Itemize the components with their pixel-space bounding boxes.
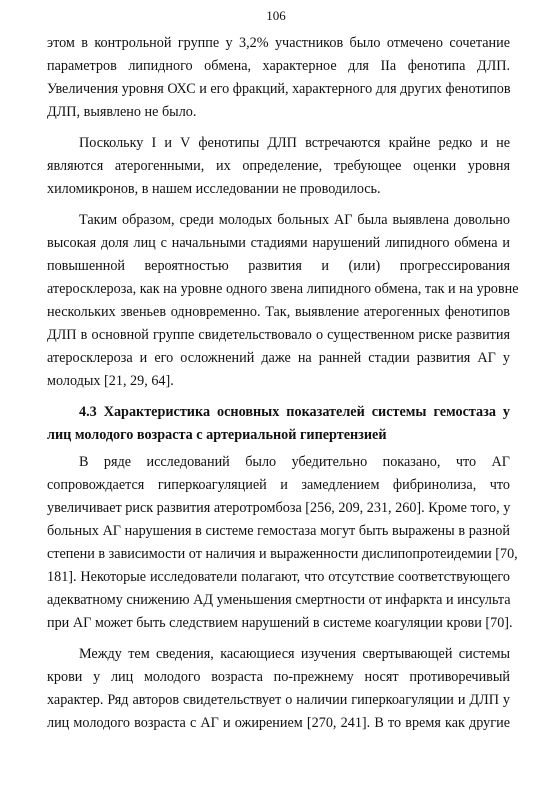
paragraph-4-line-6: 181]. Некоторые исследователи полагают, что отсутствие соответствующего [47, 569, 510, 585]
paragraph-1-line-2: параметров липидного обмена, характерное для IIa фенотипа ДЛП. [47, 58, 510, 74]
paragraph-4-line-4: больных АГ нарушения в системе гемостаза могут быть выражены в разной [47, 523, 510, 539]
paragraph-4-line-2: сопровождается гиперкоагуляцией и замедлением фибринолиза, что [47, 477, 510, 493]
paragraph-3-line-2: высокая доля лиц с начальными стадиями нарушений липидного обмена и [47, 235, 510, 251]
paragraph-4-line-1: В ряде исследований было убедительно показано, что АГ [79, 454, 510, 470]
paragraph-3-line-1: Таким образом, среди молодых больных АГ была выявлена довольно [79, 212, 510, 228]
page-number: 106 [266, 8, 286, 23]
section-heading-line-1: 4.3 Характеристика основных показателей системы гемостаза у [79, 404, 510, 420]
paragraph-3-line-5: нескольких звеньев одновременно. Так, выявление атерогенных фенотипов [47, 304, 510, 320]
paragraph-3-line-8: молодых [21, 29, 64]. [47, 373, 174, 389]
paragraph-2-line-3: хиломикронов, в нашем исследовании не проводилось. [47, 181, 381, 197]
paragraph-5-line-1: Между тем сведения, касающиеся изучения свертывающей системы [79, 646, 510, 662]
paragraph-4-line-7: адекватному снижению АД уменьшения смертности от инфаркта и инсульта [47, 592, 511, 608]
paragraph-2-line-2: являются атерогенными, их определение, требующее оценки уровня [47, 158, 510, 174]
paragraph-3-line-7: атеросклероза и его осложнений даже на ранней стадии развития АГ у [47, 350, 510, 366]
paragraph-4-line-5: степени в зависимости от наличия и выраженности дислипопротеидемии [70, [47, 546, 518, 562]
paragraph-1-line-3: Увеличения уровня ОХС и его фракций, характерного для других фенотипов [47, 81, 511, 97]
paragraph-5-line-2: крови у лиц молодого возраста по-прежнему носят противоречивый [47, 669, 510, 685]
paragraph-4-line-3: увеличивает риск развития атеротромбоза [256, 209, 231, 260]. Кроме того, у [47, 500, 511, 516]
section-heading-line-2: лиц молодого возраста с артериальной гипертензией [47, 427, 387, 443]
paragraph-3-line-6: ДЛП в основной группе свидетельствовало о существенном риске развития [47, 327, 510, 343]
paragraph-5-line-4: лиц молодого возраста с АГ и ожирением [270, 241]. В то время как другие [47, 715, 510, 731]
paragraph-3-line-3: повышенной вероятностью развития и (или) прогрессирования [47, 258, 510, 274]
paragraph-4-line-8: при АГ может быть следствием нарушений в системе коагуляции крови [70]. [47, 615, 513, 631]
paragraph-1-line-1: этом в контрольной группе у 3,2% участников было отмечено сочетание [47, 35, 510, 51]
paragraph-1-line-4: ДЛП, выявлено не было. [47, 104, 197, 120]
paragraph-3-line-4: атеросклероза, как на уровне одного звена липидного обмена, так и на уровне [47, 281, 519, 297]
paragraph-5-line-3: характер. Ряд авторов свидетельствует о наличии гиперкоагуляции и ДЛП у [47, 692, 510, 708]
paragraph-2-line-1: Поскольку I и V фенотипы ДЛП встречаются крайне редко и не [79, 135, 510, 151]
